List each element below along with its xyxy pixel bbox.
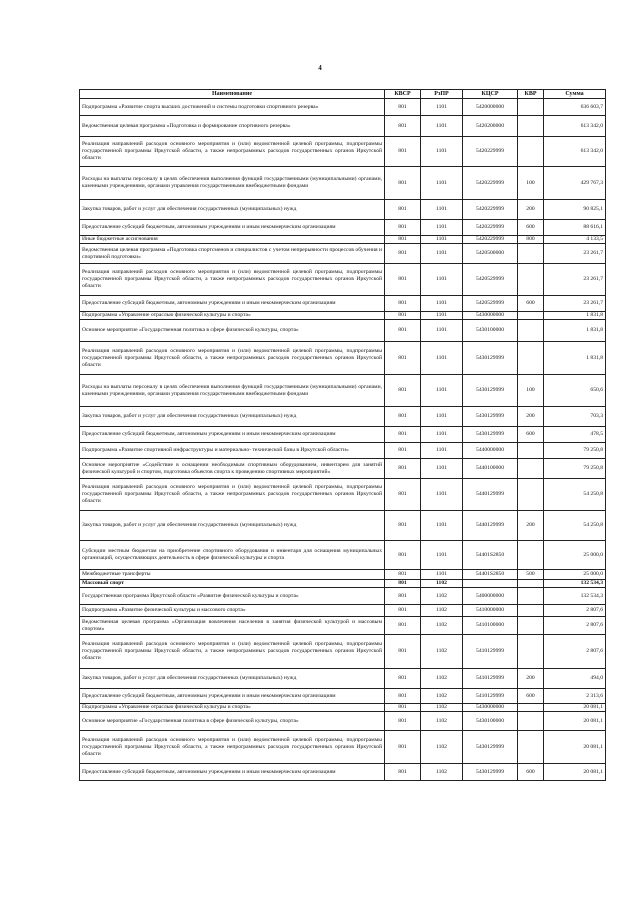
row-name-cell: Межбюджетные трансферты xyxy=(80,570,385,580)
row-name-cell: Иные бюджетные ассигнования xyxy=(80,236,385,244)
row-name-cell: Основное мероприятие «Государственная политика в сфере физической культуры, спорта» xyxy=(80,712,385,731)
table-row xyxy=(80,479,606,511)
row-rzpr-cell: 1102 xyxy=(421,731,463,764)
row-kcsr-cell: 5430129999 xyxy=(463,407,518,427)
row-kvsr-cell: 801 xyxy=(385,712,421,731)
row-kvsr-cell: 801 xyxy=(385,264,421,296)
row-kvr-cell xyxy=(518,443,544,459)
table-row xyxy=(80,580,606,588)
row-name-cell: Ведомственная целевая программа «Организация вовлечения населения в занятия физической культурой и массовым спортом» xyxy=(80,617,385,635)
row-kvr-cell: 200 xyxy=(518,200,544,220)
row-rzpr-cell: 1102 xyxy=(421,704,463,712)
row-rzpr-cell: 1101 xyxy=(421,375,463,407)
row-sum-cell: 20 081,1 xyxy=(544,731,606,764)
table-row xyxy=(80,296,606,312)
table-row xyxy=(80,605,606,617)
row-rzpr-cell: 1101 xyxy=(421,342,463,375)
row-kcsr-cell: 5430129999 xyxy=(463,342,518,375)
row-sum-cell: 90 825,1 xyxy=(544,200,606,220)
row-kvr-cell xyxy=(518,580,544,588)
row-kvr-cell: 600 xyxy=(518,427,544,443)
row-kvsr-cell: 801 xyxy=(385,200,421,220)
row-kcsr-cell: 5410129999 xyxy=(463,669,518,689)
table-row xyxy=(80,220,606,236)
row-sum-cell: 23 261,7 xyxy=(544,244,606,264)
row-rzpr-cell: 1102 xyxy=(421,669,463,689)
table-row xyxy=(80,167,606,200)
table-row xyxy=(80,99,606,116)
row-rzpr-cell: 1101 xyxy=(421,479,463,511)
row-sum-cell: 25 000,0 xyxy=(544,541,606,570)
row-kvr-cell: 100 xyxy=(518,375,544,407)
row-kcsr-cell: 5430129999 xyxy=(463,764,518,781)
row-kvr-cell: 500 xyxy=(518,570,544,580)
row-name-cell: Расходы на выплаты персоналу в целях обеспечения выполнения функций государственными (муниципальными) органами, казенными учреждениями, органами управления государственными внебюджетными фондами xyxy=(80,167,385,200)
row-kcsr-cell: 5410000000 xyxy=(463,605,518,617)
row-kvr-cell xyxy=(518,635,544,669)
row-rzpr-cell: 1101 xyxy=(421,443,463,459)
row-sum-cell: 132 534,3 xyxy=(544,588,606,605)
row-kvsr-cell: 801 xyxy=(385,116,421,137)
table-row xyxy=(80,731,606,764)
row-sum-cell: 2 807,6 xyxy=(544,605,606,617)
row-name-cell: Предоставление субсидий бюджетным, автономным учреждениям и иным некоммерческим организациям xyxy=(80,220,385,236)
row-rzpr-cell: 1101 xyxy=(421,116,463,137)
row-kvr-cell xyxy=(518,459,544,479)
table-row xyxy=(80,617,606,635)
row-sum-cell: 2 807,6 xyxy=(544,635,606,669)
table-row xyxy=(80,541,606,570)
column-header-kvr: КВР xyxy=(518,90,544,99)
row-kvsr-cell: 801 xyxy=(385,137,421,167)
row-rzpr-cell: 1101 xyxy=(421,427,463,443)
row-name-cell: Подпрограмма «Управление отраслью физической культуры и спорта» xyxy=(80,704,385,712)
row-name-cell: Реализация направлений расходов основного мероприятия и (или) ведомственной целевой программы, подпрограммы государственной программы Иркутской области, а также непрограммных расходов государственных органов Иркутской области xyxy=(80,479,385,511)
row-rzpr-cell: 1102 xyxy=(421,764,463,781)
row-kvsr-cell: 801 xyxy=(385,236,421,244)
row-kcsr-cell: 5440129999 xyxy=(463,511,518,541)
row-kvr-cell xyxy=(518,116,544,137)
row-kcsr-cell: 5410129999 xyxy=(463,689,518,704)
row-kvsr-cell: 801 xyxy=(385,244,421,264)
row-rzpr-cell: 1101 xyxy=(421,511,463,541)
row-sum-cell: 20 081,1 xyxy=(544,712,606,731)
row-name-cell: Подпрограмма «Развитие спорта высших достижений и системы подготовки спортивного резерва» xyxy=(80,99,385,116)
row-kvsr-cell: 801 xyxy=(385,375,421,407)
row-kvr-cell xyxy=(518,99,544,116)
row-kcsr-cell: 5440100000 xyxy=(463,459,518,479)
row-sum-cell: 703,3 xyxy=(544,407,606,427)
row-rzpr-cell: 1102 xyxy=(421,635,463,669)
table-row xyxy=(80,712,606,731)
table-row xyxy=(80,116,606,137)
row-rzpr-cell: 1101 xyxy=(421,137,463,167)
table-row xyxy=(80,511,606,541)
row-kcsr-cell: 5420529999 xyxy=(463,296,518,312)
row-name-cell: Реализация направлений расходов основного мероприятия и (или) ведомственной целевой программы, подпрограммы государственной программы Иркутской области, а также непрограммных расходов государственных органов Иркутской области xyxy=(80,137,385,167)
row-kcsr-cell: 5430100000 xyxy=(463,320,518,342)
table-row xyxy=(80,407,606,427)
row-kcsr-cell: 5420000000 xyxy=(463,99,518,116)
row-sum-cell: 4 133,5 xyxy=(544,236,606,244)
row-name-cell: Предоставление субсидий бюджетным, автономным учреждениям и иным некоммерческим организациям xyxy=(80,689,385,704)
row-name-cell: Ведомственная целевая программа «Подготовка и формирование спортивного резерва» xyxy=(80,116,385,137)
row-rzpr-cell: 1102 xyxy=(421,580,463,588)
row-kvsr-cell: 801 xyxy=(385,320,421,342)
row-kvsr-cell: 801 xyxy=(385,99,421,116)
row-rzpr-cell: 1101 xyxy=(421,99,463,116)
row-sum-cell: 1 831,8 xyxy=(544,312,606,320)
row-sum-cell: 132 534,3 xyxy=(544,580,606,588)
table-row xyxy=(80,443,606,459)
row-name-cell: Закупка товаров, работ и услуг для обеспечения государственных (муниципальных) нужд xyxy=(80,511,385,541)
column-header-rzpr: РзПР xyxy=(421,90,463,99)
row-rzpr-cell: 1101 xyxy=(421,244,463,264)
row-kvr-cell xyxy=(518,312,544,320)
row-rzpr-cell: 1101 xyxy=(421,312,463,320)
row-name-cell: Предоставление субсидий бюджетным, автономным учреждениям и иным некоммерческим организациям xyxy=(80,427,385,443)
column-header-name: Наименование xyxy=(80,90,385,99)
table-row xyxy=(80,200,606,220)
row-kcsr-cell: 5430100000 xyxy=(463,712,518,731)
table-row xyxy=(80,459,606,479)
table-row xyxy=(80,689,606,704)
row-kcsr-cell: 5430129999 xyxy=(463,375,518,407)
row-kvr-cell: 800 xyxy=(518,236,544,244)
row-name-cell: Закупка товаров, работ и услуг для обеспечения государственных (муниципальных) нужд xyxy=(80,669,385,689)
row-name-cell: Закупка товаров, работ и услуг для обеспечения государственных (муниципальных) нужд xyxy=(80,407,385,427)
row-name-cell: Расходы на выплаты персоналу в целях обеспечения выполнения функций государственными (муниципальными) органами, казенными учреждениями, органами управления государственными внебюджетными фондами xyxy=(80,375,385,407)
table-row xyxy=(80,375,606,407)
row-kvr-cell xyxy=(518,244,544,264)
row-kcsr-cell: 5430129999 xyxy=(463,731,518,764)
row-kcsr-cell: 5420500000 xyxy=(463,244,518,264)
row-rzpr-cell: 1101 xyxy=(421,296,463,312)
row-rzpr-cell: 1101 xyxy=(421,570,463,580)
row-sum-cell: 2 807,6 xyxy=(544,617,606,635)
table-row xyxy=(80,320,606,342)
row-kvsr-cell: 801 xyxy=(385,704,421,712)
page-number: 4 xyxy=(318,64,322,72)
table-row xyxy=(80,427,606,443)
row-kvr-cell xyxy=(518,541,544,570)
row-kcsr-cell: 5420229999 xyxy=(463,137,518,167)
row-rzpr-cell: 1101 xyxy=(421,264,463,296)
row-rzpr-cell: 1101 xyxy=(421,236,463,244)
row-kcsr-cell: 54401S2850 xyxy=(463,570,518,580)
row-kcsr-cell: 5420229999 xyxy=(463,167,518,200)
row-rzpr-cell: 1101 xyxy=(421,541,463,570)
row-sum-cell: 20 081,1 xyxy=(544,764,606,781)
row-kvsr-cell: 801 xyxy=(385,220,421,236)
row-kvsr-cell: 801 xyxy=(385,635,421,669)
row-sum-cell: 1 831,8 xyxy=(544,342,606,375)
table-row xyxy=(80,312,606,320)
row-kvsr-cell: 801 xyxy=(385,689,421,704)
table-row xyxy=(80,244,606,264)
row-kvr-cell: 100 xyxy=(518,167,544,200)
row-kvsr-cell: 801 xyxy=(385,427,421,443)
row-sum-cell: 636 603,7 xyxy=(544,99,606,116)
row-name-cell: Реализация направлений расходов основного мероприятия и (или) ведомственной целевой программы, подпрограммы государственной программы Иркутской области, а также непрограммных расходов государственных органов Иркутской области xyxy=(80,342,385,375)
row-sum-cell: 23 261,7 xyxy=(544,264,606,296)
row-rzpr-cell: 1101 xyxy=(421,459,463,479)
row-kvsr-cell: 801 xyxy=(385,617,421,635)
table-row xyxy=(80,342,606,375)
row-sum-cell: 88 616,1 xyxy=(544,220,606,236)
table-row xyxy=(80,588,606,605)
row-kcsr-cell: 5420229999 xyxy=(463,200,518,220)
row-kvsr-cell: 801 xyxy=(385,167,421,200)
row-name-cell: Реализация направлений расходов основного мероприятия и (или) ведомственной целевой программы, подпрограммы государственной программы Иркутской области, а также непрограммных расходов государственных органов Иркутской области xyxy=(80,731,385,764)
row-kvr-cell xyxy=(518,479,544,511)
row-sum-cell: 478,5 xyxy=(544,427,606,443)
row-name-cell: Предоставление субсидий бюджетным, автономным учреждениям и иным некоммерческим организациям xyxy=(80,764,385,781)
row-kvsr-cell: 801 xyxy=(385,541,421,570)
row-kcsr-cell: 5410100000 xyxy=(463,617,518,635)
row-kvsr-cell: 801 xyxy=(385,312,421,320)
row-kvsr-cell: 801 xyxy=(385,459,421,479)
row-kvr-cell: 600 xyxy=(518,764,544,781)
table-row xyxy=(80,137,606,167)
row-rzpr-cell: 1101 xyxy=(421,167,463,200)
table-row xyxy=(80,669,606,689)
row-kvsr-cell: 801 xyxy=(385,669,421,689)
column-header-kvsr: КВСР xyxy=(385,90,421,99)
row-kcsr-cell xyxy=(463,580,518,588)
row-rzpr-cell: 1102 xyxy=(421,588,463,605)
row-kvr-cell xyxy=(518,617,544,635)
row-rzpr-cell: 1101 xyxy=(421,320,463,342)
row-name-cell: Ведомственная целевая программа «Подготовка спортсменов и специалистов с учетом непрерывности процессов обучения и спортивной подготовки» xyxy=(80,244,385,264)
row-kvsr-cell: 801 xyxy=(385,342,421,375)
row-sum-cell: 613 342,0 xyxy=(544,116,606,137)
row-kcsr-cell: 5400000000 xyxy=(463,588,518,605)
table-row xyxy=(80,236,606,244)
row-rzpr-cell: 1101 xyxy=(421,407,463,427)
row-name-cell: Подпрограмма «Развитие спортивной инфраструктуры и материально- технической базы в Иркутской области» xyxy=(80,443,385,459)
row-rzpr-cell: 1102 xyxy=(421,605,463,617)
row-sum-cell: 79 250,8 xyxy=(544,443,606,459)
row-kcsr-cell: 5440000000 xyxy=(463,443,518,459)
row-kvsr-cell: 801 xyxy=(385,443,421,459)
column-header-sum: Сумма xyxy=(544,90,606,99)
row-kvsr-cell: 801 xyxy=(385,580,421,588)
row-sum-cell: 23 261,7 xyxy=(544,296,606,312)
row-rzpr-cell: 1102 xyxy=(421,689,463,704)
row-name-cell: Основное мероприятие «Государственная политика в сфере физической культуры, спорта» xyxy=(80,320,385,342)
row-name-cell: Массовый спорт xyxy=(80,580,385,588)
row-name-cell: Государственная программа Иркутской области «Развитие физической культуры и спорта» xyxy=(80,588,385,605)
row-kvr-cell: 600 xyxy=(518,689,544,704)
row-kvr-cell xyxy=(518,712,544,731)
row-kcsr-cell: 5420229999 xyxy=(463,220,518,236)
row-kvr-cell xyxy=(518,731,544,764)
row-sum-cell: 1 831,8 xyxy=(544,320,606,342)
table-row xyxy=(80,264,606,296)
row-kvr-cell: 200 xyxy=(518,511,544,541)
table-row xyxy=(80,764,606,781)
row-kcsr-cell: 5430129999 xyxy=(463,427,518,443)
row-kcsr-cell: 5420200000 xyxy=(463,116,518,137)
row-kvsr-cell: 801 xyxy=(385,511,421,541)
row-kvr-cell: 200 xyxy=(518,407,544,427)
row-name-cell: Основное мероприятие «Содействие в оснащении необходимым спортивным оборудованием, инвентарем для занятий физической культурой и спортом, подготовка объектов спорта к проведению спортивных мероприятий» xyxy=(80,459,385,479)
row-sum-cell: 20 081,1 xyxy=(544,704,606,712)
row-name-cell: Субсидии местным бюджетам на приобретение спортивного оборудования и инвентаря для оснащения муниципальных организаций, осуществляющих деятельность в сфере физической культуры и спорта xyxy=(80,541,385,570)
row-rzpr-cell: 1101 xyxy=(421,200,463,220)
table-header-row xyxy=(80,90,606,99)
row-kvsr-cell: 801 xyxy=(385,605,421,617)
row-name-cell: Подпрограмма «Развитие физической культуры и массового спорта» xyxy=(80,605,385,617)
column-header-kcsr: КЦСР xyxy=(463,90,518,99)
row-name-cell: Реализация направлений расходов основного мероприятия и (или) ведомственной целевой программы, подпрограммы государственной программы Иркутской области, а также непрограммных расходов государственных органов Иркутской области xyxy=(80,264,385,296)
table-row xyxy=(80,704,606,712)
row-kvsr-cell: 801 xyxy=(385,731,421,764)
row-kcsr-cell: 5420529999 xyxy=(463,264,518,296)
row-rzpr-cell: 1102 xyxy=(421,617,463,635)
row-kvr-cell xyxy=(518,588,544,605)
row-kvr-cell xyxy=(518,342,544,375)
row-kvr-cell: 600 xyxy=(518,220,544,236)
row-sum-cell: 79 250,8 xyxy=(544,459,606,479)
row-sum-cell: 54 250,8 xyxy=(544,511,606,541)
row-kcsr-cell: 5420229999 xyxy=(463,236,518,244)
row-name-cell: Реализация направлений расходов основного мероприятия и (или) ведомственной целевой программы, подпрограммы государственной программы Иркутской области, а также непрограммных расходов государственных органов Иркутской области xyxy=(80,635,385,669)
row-kcsr-cell: 5430000000 xyxy=(463,704,518,712)
row-kcsr-cell: 5430000000 xyxy=(463,312,518,320)
row-kcsr-cell: 5410129999 xyxy=(463,635,518,669)
table-row xyxy=(80,570,606,580)
row-sum-cell: 494,0 xyxy=(544,669,606,689)
row-kvsr-cell: 801 xyxy=(385,570,421,580)
row-name-cell: Подпрограмма «Управление отраслью физической культуры и спорта» xyxy=(80,312,385,320)
budget-table xyxy=(79,89,606,781)
row-kvsr-cell: 801 xyxy=(385,407,421,427)
row-sum-cell: 613 342,0 xyxy=(544,137,606,167)
row-sum-cell: 650,6 xyxy=(544,375,606,407)
row-kvr-cell: 600 xyxy=(518,296,544,312)
row-kvr-cell: 200 xyxy=(518,669,544,689)
row-kvr-cell xyxy=(518,704,544,712)
row-kvr-cell xyxy=(518,605,544,617)
row-kvr-cell xyxy=(518,137,544,167)
row-kvsr-cell: 801 xyxy=(385,588,421,605)
row-sum-cell: 429 767,3 xyxy=(544,167,606,200)
row-rzpr-cell: 1102 xyxy=(421,712,463,731)
row-name-cell: Закупка товаров, работ и услуг для обеспечения государственных (муниципальных) нужд xyxy=(80,200,385,220)
row-kvsr-cell: 801 xyxy=(385,764,421,781)
row-sum-cell: 2 313,6 xyxy=(544,689,606,704)
table-row xyxy=(80,635,606,669)
row-kcsr-cell: 54401S2850 xyxy=(463,541,518,570)
row-rzpr-cell: 1101 xyxy=(421,220,463,236)
row-kvsr-cell: 801 xyxy=(385,479,421,511)
row-kvsr-cell: 801 xyxy=(385,296,421,312)
row-sum-cell: 25 000,0 xyxy=(544,570,606,580)
row-kvr-cell xyxy=(518,264,544,296)
row-name-cell: Предоставление субсидий бюджетным, автономным учреждениям и иным некоммерческим организациям xyxy=(80,296,385,312)
row-kcsr-cell: 5440129999 xyxy=(463,479,518,511)
row-kvr-cell xyxy=(518,320,544,342)
row-sum-cell: 54 250,8 xyxy=(544,479,606,511)
